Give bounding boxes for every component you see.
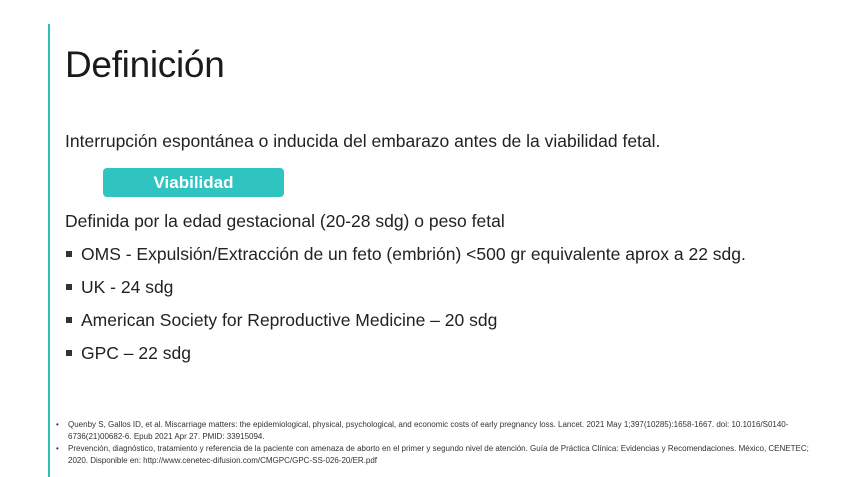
list-item (65, 342, 810, 365)
list-item (65, 276, 810, 299)
defined-by-text: Definida por la edad gestacional (20-28 sdg) o peso fetal (65, 211, 505, 231)
list-item-text: American Society for Reproductive Medicine – 20 sdg (81, 310, 498, 330)
references-list (56, 419, 826, 467)
list-item (65, 243, 810, 266)
square-bullet-icon (66, 251, 72, 257)
criteria-list (65, 243, 810, 375)
accent-bar (48, 24, 50, 477)
square-bullet-icon (66, 284, 72, 290)
list-item-text: GPC – 22 sdg (81, 343, 191, 363)
reference-bullet: • (56, 420, 59, 429)
square-bullet-icon (66, 350, 72, 356)
reference-bullet: • (56, 444, 59, 453)
badge-label: Viabilidad (153, 172, 234, 192)
list-item (65, 309, 810, 332)
reference-text: Quenby S, Gallos ID, et al. Miscarriage matters: the epidemiological, physical, psychological, and economic costs of early pregnancy loss. Lancet. 2021 May 1;397(10285):1658-1667. doi: 10.1016/S0140-6736(21)00682-6. Epub 2021 Apr 27. PMID: 33915094. (68, 420, 789, 441)
reference-item (56, 443, 826, 467)
slide-title: Definición (65, 44, 225, 85)
reference-item (56, 419, 826, 443)
viabilidad-badge (103, 168, 284, 197)
list-item-text: UK - 24 sdg (81, 277, 174, 297)
definition-text: Interrupción espontánea o inducida del embarazo antes de la viabilidad fetal. (65, 131, 661, 151)
reference-text: Prevención, diagnóstico, tratamiento y referencia de la paciente con amenaza de aborto en el primer y segundo nivel de atención. Guía de Práctica Clínica: Evidencias y Recomendaciones. México, CENETEC; 2020. Disponible en: http://www.cenetec-difusion.com/CMGPC/GPC-SS-026-20/ER.pdf (68, 444, 809, 465)
square-bullet-icon (66, 317, 72, 323)
list-item-text: OMS - Expulsión/Extracción de un feto (embrión) <500 gr equivalente aprox a 22 sdg. (81, 244, 746, 264)
